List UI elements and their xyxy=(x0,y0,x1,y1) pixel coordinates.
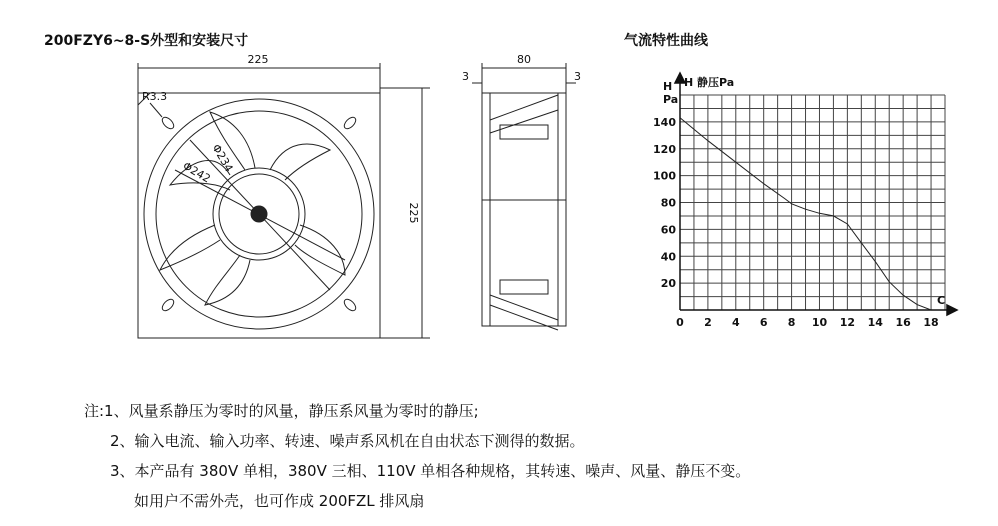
side-width-label: 80 xyxy=(517,53,531,66)
drawing-title: 200FZY6~8-S外型和安装尺寸 xyxy=(44,33,249,49)
side-left-label: 3 xyxy=(462,70,469,83)
dia-outer-label: Φ234 xyxy=(209,142,236,175)
x-tick-label: 16 xyxy=(895,316,911,329)
y-axis-title-h: H xyxy=(663,80,673,93)
y-tick-label: 140 xyxy=(653,115,676,129)
y-tick-label: 100 xyxy=(653,169,676,183)
y-axis-unit: Pa xyxy=(663,93,679,106)
x-axis-arrow xyxy=(947,305,957,315)
dim-height-label: 225 xyxy=(407,202,420,224)
note-line-4: 如用户不需外壳，也可作成 200FZL 排风扇 xyxy=(134,492,425,510)
x-tick-label: 4 xyxy=(731,316,740,329)
x-axis-title: C xyxy=(937,294,946,307)
radius-label: R3.3 xyxy=(142,90,168,103)
x-tick-label: 10 xyxy=(811,316,828,329)
x-tick-label: 2 xyxy=(704,316,712,329)
x-tick-label: 14 xyxy=(867,316,883,329)
x-tick-label: 0 xyxy=(676,316,684,329)
curve-title: 气流特性曲线 xyxy=(624,33,708,49)
y-axis-title: H 静压Pa xyxy=(684,76,735,89)
y-tick-label: 60 xyxy=(660,223,676,237)
y-tick-label: 40 xyxy=(660,250,676,264)
x-tick-label: 6 xyxy=(759,316,768,329)
x-tick-label: 18 xyxy=(923,316,939,329)
note-line-1: 注:1、风量系静压为零时的风量，静压系风量为零时的静压; xyxy=(84,402,479,420)
side-right-label: 3 xyxy=(574,70,581,83)
dia-inner-label: Φ242 xyxy=(180,159,213,186)
y-tick-label: 120 xyxy=(653,142,676,156)
note-line-2: 2、输入电流、输入功率、转速、噪声系风机在自由状态下测得的数据。 xyxy=(110,432,585,450)
y-tick-label: 20 xyxy=(660,277,676,291)
x-tick-label: 12 xyxy=(839,316,856,329)
note-line-3: 3、本产品有 380V 单相，380V 三相、110V 单相各种规格，其转速、噪声、风量、静压不变。 xyxy=(110,462,751,480)
dim-width-label: 225 xyxy=(247,53,269,66)
x-tick-label: 8 xyxy=(787,316,796,329)
y-tick-label: 80 xyxy=(660,196,676,210)
